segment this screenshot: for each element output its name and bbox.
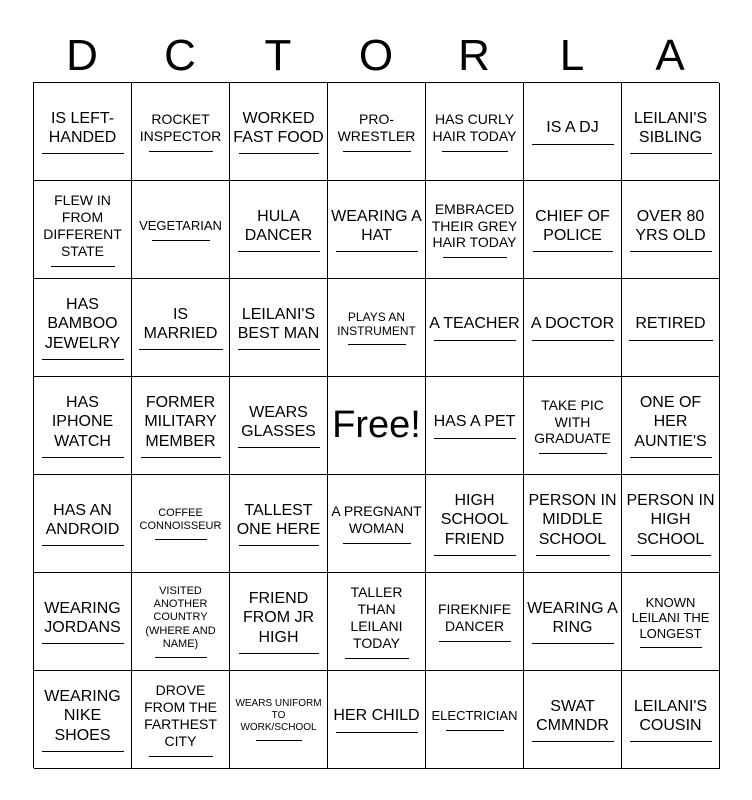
header-letter: D [66, 31, 98, 80]
bingo-cell[interactable] [426, 573, 524, 671]
bingo-cell[interactable] [328, 573, 426, 671]
cell-text: CHIEF OF POLICE [535, 207, 610, 244]
cell-text: PERSON IN HIGH SCHOOL [626, 492, 715, 548]
cell-text: HAS BAMBOO JEWELRY [44, 296, 121, 352]
signature-line [42, 457, 124, 458]
signature-line [336, 732, 418, 733]
signature-line [155, 657, 207, 658]
bingo-cell[interactable] [230, 573, 328, 671]
signature-line [443, 257, 507, 258]
cell-text: FORMER MILITARY MEMBER [144, 394, 217, 450]
cell-text: EMBRACED THEIR GREY HAIR TODAY [431, 200, 518, 251]
cell-text: HAS AN ANDROID [45, 501, 120, 538]
bingo-cell[interactable] [622, 475, 720, 573]
signature-line [630, 251, 712, 252]
signature-line [536, 555, 610, 556]
header-letter: L [559, 31, 585, 80]
bingo-cell[interactable] [230, 475, 328, 573]
bingo-cell[interactable] [132, 377, 230, 475]
header-letter: A [655, 31, 685, 80]
signature-line [238, 251, 320, 252]
cell-text: ROCKET INSPECTOR [139, 111, 222, 144]
bingo-cell[interactable] [622, 573, 720, 671]
signature-line [532, 643, 614, 644]
cell-text: ONE OF HER AUNTIE'S [634, 394, 707, 450]
cell-text: HAS A PET [433, 413, 516, 431]
bingo-grid [33, 82, 719, 768]
bingo-cell[interactable] [524, 573, 622, 671]
signature-line [239, 653, 319, 654]
bingo-cell[interactable] [132, 279, 230, 377]
header-letter: C [164, 31, 196, 80]
bingo-cell[interactable] [524, 377, 622, 475]
signature-line [532, 144, 614, 145]
cell-text: FRIEND FROM JR HIGH [242, 590, 315, 646]
bingo-cell[interactable] [328, 181, 426, 279]
signature-line [629, 340, 713, 341]
header-letter: T [264, 31, 292, 80]
signature-line [155, 539, 207, 540]
bingo-cell[interactable] [622, 671, 720, 769]
signature-line [434, 340, 516, 341]
free-space[interactable] [328, 377, 426, 475]
bingo-cell[interactable] [132, 475, 230, 573]
bingo-cell[interactable] [132, 83, 230, 181]
cell-text: WEARS UNIFORM TO WORK/SCHOOL [235, 698, 322, 733]
cell-text: TALLEST ONE HERE [236, 501, 321, 538]
cell-text: PRO-WRESTLER [337, 111, 416, 144]
signature-line [238, 447, 320, 448]
signature-line [348, 344, 406, 345]
signature-line [343, 543, 411, 544]
signature-line [345, 658, 409, 659]
bingo-cell[interactable] [328, 279, 426, 377]
bingo-cell[interactable] [426, 83, 524, 181]
signature-line [630, 741, 712, 742]
cell-text: HIGH SCHOOL FRIEND [440, 492, 509, 548]
cell-text: SWAT CMMNDR [536, 697, 609, 734]
cell-text: LEILANI'S SIBLING [633, 109, 708, 146]
signature-line [630, 457, 712, 458]
cell-text: FLEW IN FROM DIFFERENT STATE [43, 192, 122, 259]
bingo-cell[interactable] [34, 573, 132, 671]
free-label: Free! [332, 403, 421, 446]
signature-line [152, 240, 210, 241]
bingo-cell[interactable] [230, 671, 328, 769]
cell-text: IS A DJ [546, 119, 599, 137]
signature-line [640, 647, 702, 648]
signature-line [239, 153, 319, 154]
signature-line [42, 643, 124, 644]
bingo-cell[interactable] [34, 671, 132, 769]
cell-text: OVER 80 YRS OLD [635, 207, 706, 244]
signature-line [139, 349, 223, 350]
signature-line [446, 730, 504, 731]
bingo-cell[interactable] [524, 181, 622, 279]
signature-line [539, 453, 607, 454]
bingo-cell[interactable] [230, 279, 328, 377]
cell-text: FIREKNIFE DANCER [437, 601, 512, 634]
bingo-cell[interactable] [426, 279, 524, 377]
signature-line [42, 359, 124, 360]
cell-text: A PREGNANT WOMAN [331, 503, 422, 536]
header-letter: R [458, 31, 490, 80]
cell-text: HULA DANCER [244, 207, 313, 244]
bingo-cell[interactable] [34, 279, 132, 377]
bingo-cell[interactable] [622, 181, 720, 279]
cell-text: WEARING JORDANS [44, 599, 121, 636]
cell-text: HAS CURLY HAIR TODAY [432, 111, 517, 144]
bingo-cell[interactable] [622, 377, 720, 475]
bingo-cell[interactable] [622, 279, 720, 377]
cell-text: PERSON IN MIDDLE SCHOOL [528, 492, 617, 548]
signature-line [51, 266, 115, 267]
cell-text: WORKED FAST FOOD [233, 109, 324, 146]
bingo-cell[interactable] [524, 279, 622, 377]
bingo-cell[interactable] [132, 671, 230, 769]
signature-line [343, 151, 411, 152]
bingo-cell[interactable] [230, 181, 328, 279]
signature-line [42, 545, 124, 546]
bingo-cell[interactable] [426, 475, 524, 573]
bingo-cell[interactable] [426, 377, 524, 475]
signature-line [532, 741, 614, 742]
signature-line [42, 751, 124, 752]
bingo-cell[interactable] [34, 181, 132, 279]
cell-text: HER CHILD [333, 707, 420, 725]
bingo-cell[interactable] [328, 475, 426, 573]
signature-line [238, 349, 320, 350]
bingo-cell[interactable] [230, 83, 328, 181]
bingo-cell[interactable] [328, 671, 426, 769]
bingo-cell[interactable] [34, 83, 132, 181]
bingo-cell[interactable] [524, 671, 622, 769]
signature-line [239, 545, 319, 546]
signature-line [149, 756, 213, 757]
bingo-cell[interactable] [230, 377, 328, 475]
signature-line [439, 641, 511, 642]
cell-text: WEARING NIKE SHOES [44, 688, 121, 744]
cell-text: COFFEE CONNOISSEUR [139, 506, 222, 532]
bingo-cell[interactable] [132, 181, 230, 279]
cell-text: WEARING A HAT [331, 207, 422, 244]
cell-text: PLAYS AN INSTRUMENT [337, 309, 416, 338]
bingo-cell[interactable] [524, 475, 622, 573]
cell-text: IS MARRIED [143, 305, 218, 342]
signature-line [141, 457, 221, 458]
cell-text: HAS IPHONE WATCH [51, 394, 114, 450]
bingo-cell[interactable] [524, 83, 622, 181]
bingo-cell[interactable] [426, 671, 524, 769]
signature-line [532, 340, 614, 341]
signature-line [630, 153, 712, 154]
signature-line [149, 151, 213, 152]
signature-line [434, 438, 516, 439]
signature-line [336, 251, 418, 252]
signature-line [42, 153, 124, 154]
cell-text: ELECTRICIAN [431, 708, 518, 724]
signature-line [533, 251, 613, 252]
bingo-cell[interactable] [622, 83, 720, 181]
cell-text: DROVE FROM THE FARTHEST CITY [144, 682, 217, 749]
cell-text: WEARS GLASSES [241, 403, 316, 440]
cell-text: A DOCTOR [530, 315, 615, 333]
cell-text: LEILANI'S COUSIN [633, 697, 708, 734]
signature-line [631, 555, 711, 556]
cell-text: IS LEFT-HANDED [48, 109, 117, 146]
cell-text: VISITED ANOTHER COUNTRY (WHERE AND NAME) [145, 585, 216, 650]
signature-line [434, 555, 516, 556]
bingo-cell[interactable] [34, 475, 132, 573]
bingo-cell[interactable] [34, 377, 132, 475]
cell-text: VEGETARIAN [139, 218, 222, 234]
bingo-header [33, 30, 719, 82]
cell-text: TAKE PIC WITH GRADUATE [534, 396, 611, 447]
cell-text: A TEACHER [429, 315, 520, 333]
signature-line [256, 740, 302, 741]
cell-text: LEILANI'S BEST MAN [237, 305, 320, 342]
bingo-cell[interactable] [132, 573, 230, 671]
cell-text: KNOWN LEILANI THE LONGEST [631, 594, 710, 641]
cell-text: TALLER THAN LEILANI TODAY [350, 584, 403, 651]
bingo-cell[interactable] [426, 181, 524, 279]
cell-text: WEARING A RING [527, 599, 618, 636]
cell-text: RETIRED [635, 315, 706, 333]
header-letter: O [358, 31, 394, 80]
signature-line [442, 151, 508, 152]
bingo-cell[interactable] [328, 83, 426, 181]
